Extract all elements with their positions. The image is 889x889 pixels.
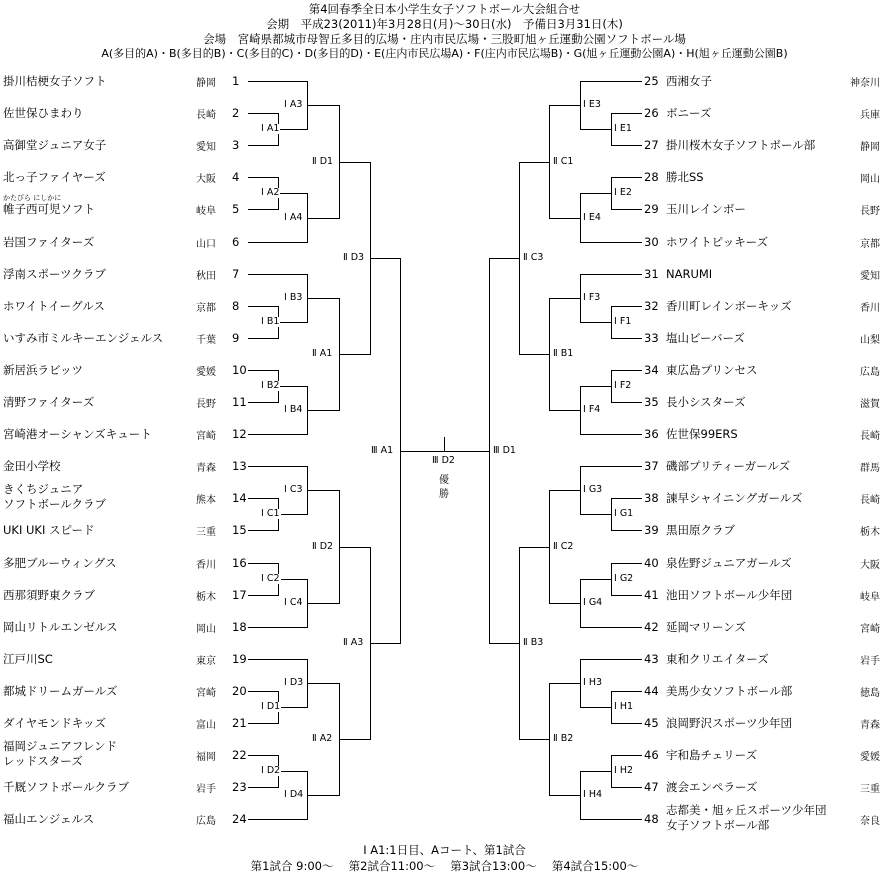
final-label: Ⅲ D2 <box>432 455 455 466</box>
bracket-line <box>580 707 612 708</box>
team-prefecture: 岐阜 <box>860 592 880 603</box>
team-prefecture: 千葉 <box>196 335 216 346</box>
team-prefecture: 山梨 <box>860 335 880 346</box>
team-name: 都城ドリームガールズ <box>3 684 118 698</box>
team-number: 33 <box>644 331 659 345</box>
bracket-line <box>248 242 308 243</box>
team-prefecture: 栃木 <box>196 592 216 603</box>
match-label: Ⅰ B3 <box>284 292 303 303</box>
bracket-line <box>611 498 642 499</box>
team-number: 39 <box>644 523 659 537</box>
team-number: 15 <box>232 523 247 537</box>
team-number: 34 <box>644 363 659 377</box>
match-label: Ⅰ D4 <box>284 789 304 800</box>
bracket-line <box>580 819 642 820</box>
bracket-line <box>248 81 308 82</box>
team-number: 3 <box>232 138 240 152</box>
team-prefecture: 兵庫 <box>860 110 880 121</box>
bracket-line <box>248 627 308 628</box>
match-label: Ⅱ B2 <box>553 733 574 744</box>
team-prefecture: 岐阜 <box>196 206 216 217</box>
bracket-line <box>248 402 279 403</box>
team-number: 11 <box>232 395 247 409</box>
bracket-line <box>580 322 612 323</box>
team-name: 池田ソフトボール少年団 <box>666 588 793 602</box>
team-name: 磯部プリティーガールズ <box>666 459 791 473</box>
bracket-line <box>580 386 612 387</box>
team-number: 32 <box>644 299 659 313</box>
team-prefecture: 長野 <box>860 206 880 217</box>
bracket-line <box>611 563 642 564</box>
match-label: Ⅰ D3 <box>284 677 304 688</box>
bracket-line <box>519 354 550 355</box>
team-name: ホワイトイーグルス <box>3 299 105 313</box>
team-number: 22 <box>232 748 247 762</box>
team-name: 岩国ファイターズ <box>3 235 95 249</box>
match-label: Ⅱ A2 <box>312 733 333 744</box>
team-name: 新居浜ラビッツ <box>3 363 84 377</box>
team-number: 26 <box>644 106 659 120</box>
bracket-line <box>248 370 279 371</box>
bracket-line <box>580 434 642 435</box>
team-name: 塩山ビーバーズ <box>666 331 745 345</box>
champion-label: 優勝 <box>439 475 449 500</box>
bracket-line <box>307 218 340 219</box>
bracket-line <box>307 105 340 106</box>
bracket-line <box>580 129 612 130</box>
team-number: 43 <box>644 652 659 666</box>
bracket-line <box>549 298 581 299</box>
team-prefecture: 福岡 <box>196 752 216 763</box>
match-label: Ⅱ D2 <box>312 541 334 552</box>
team-name-ruby: かたびら にしかに <box>3 194 62 202</box>
match-label: Ⅰ C2 <box>261 573 280 584</box>
bracket-line <box>580 466 642 467</box>
team-number: 21 <box>232 716 247 730</box>
bracket-line <box>611 723 642 724</box>
team-prefecture: 長崎 <box>860 431 880 442</box>
team-number: 25 <box>644 74 659 88</box>
bracket-line <box>519 547 550 548</box>
match-label: Ⅲ A1 <box>371 445 394 456</box>
bracket-line <box>278 193 308 194</box>
bracket-line <box>248 338 279 339</box>
footer-note: Ⅰ A1:1日目、Aコート、第1試合 <box>363 843 526 857</box>
bracket-line <box>370 643 401 644</box>
team-name: NARUMI <box>666 267 713 281</box>
team-name: 美馬少女ソフトボール部 <box>666 684 793 698</box>
team-name: 福山エンジェルス <box>3 812 95 826</box>
bracket-line <box>611 691 642 692</box>
team-number: 36 <box>644 427 659 441</box>
team-name: 渡会エンペラーズ <box>666 780 758 794</box>
bracket-line <box>278 322 308 323</box>
team-number: 37 <box>644 459 659 473</box>
team-number: 29 <box>644 202 659 216</box>
team-name: ホワイトピッキーズ <box>666 235 769 249</box>
bracket-line <box>611 338 642 339</box>
match-label: Ⅱ A1 <box>312 348 333 359</box>
bracket-line <box>580 579 612 580</box>
team-name: 浪岡野沢スポーツ少年団 <box>666 716 793 730</box>
bracket-line <box>611 402 642 403</box>
match-label: Ⅱ C2 <box>553 541 574 552</box>
bracket-line <box>580 771 612 772</box>
bracket-line <box>248 787 279 788</box>
match-label: Ⅰ G1 <box>614 508 634 519</box>
bracket-line <box>248 274 308 275</box>
team-prefecture: 奈良 <box>860 816 880 827</box>
bracket-line <box>370 258 401 259</box>
bracket-line <box>580 81 642 82</box>
bracket-line <box>549 410 581 411</box>
team-name: 福岡ジュニアフレンド <box>3 739 118 753</box>
bracket-line <box>549 490 581 491</box>
match-label: Ⅰ B1 <box>261 316 280 327</box>
team-number: 17 <box>232 588 247 602</box>
team-number: 13 <box>232 459 247 473</box>
match-label: Ⅰ F4 <box>583 404 601 415</box>
team-prefecture: 徳島 <box>860 688 880 699</box>
team-number: 41 <box>644 588 659 602</box>
match-label: Ⅰ H2 <box>614 765 634 776</box>
team-prefecture: 広島 <box>860 367 880 378</box>
team-name: 掛川桔梗女子ソフト <box>3 74 107 88</box>
bracket-line <box>489 643 520 644</box>
team-name: 掛川桜木女子ソフトボール部 <box>666 138 816 152</box>
match-label: Ⅱ C1 <box>553 156 574 167</box>
team-name: 帷子西可児ソフト <box>3 202 95 216</box>
bracket-line <box>519 739 550 740</box>
bracket-line <box>307 603 340 604</box>
team-name: ボニーズ <box>666 106 712 120</box>
team-name: 佐世保99ERS <box>666 427 738 441</box>
team-prefecture: 大阪 <box>860 560 880 571</box>
team-name: 勝北SS <box>666 170 704 184</box>
bracket-line <box>248 595 279 596</box>
bracket-line <box>549 683 581 684</box>
bracket-line <box>549 603 581 604</box>
bracket-line <box>519 162 550 163</box>
match-label: Ⅱ D3 <box>343 252 365 263</box>
match-label: Ⅰ E3 <box>583 99 601 110</box>
bracket-line <box>278 771 308 772</box>
schedule-period: 会期 平成23(2011)年3月28日(月)～30日(水) 予備日3月31日(木) <box>266 17 623 31</box>
bracket-line <box>580 659 642 660</box>
team-name: ダイヤモンドキッズ <box>3 716 107 730</box>
team-name: 清野ファイターズ <box>3 395 95 409</box>
team-prefecture: 広島 <box>196 816 216 827</box>
team-number: 31 <box>644 267 659 281</box>
team-prefecture: 三重 <box>860 784 880 795</box>
bracket-line <box>248 755 279 756</box>
match-label: Ⅰ E4 <box>583 212 601 223</box>
match-label: Ⅰ G2 <box>614 573 634 584</box>
bracket-line <box>248 113 279 114</box>
bracket-line <box>339 739 371 740</box>
match-label: Ⅱ B1 <box>553 348 574 359</box>
team-number: 48 <box>644 812 659 826</box>
bracket-line <box>489 258 520 259</box>
team-name-line2: 女子ソフトボール部 <box>666 818 770 832</box>
bracket-line <box>611 787 642 788</box>
bracket-line <box>580 193 612 194</box>
court-legend: A(多目的A)・B(多目的B)・C(多目的C)・D(多目的D)・E(庄内市民広場A)・F(庄内市民広場B)・G(旭ヶ丘運動公園A)・H(旭ヶ丘運動公園B) <box>101 47 788 60</box>
bracket-line <box>611 755 642 756</box>
team-name: 佐世保ひまわり <box>3 106 84 120</box>
match-label: Ⅰ E1 <box>614 123 632 134</box>
team-number: 12 <box>232 427 247 441</box>
bracket-line <box>611 145 642 146</box>
team-name: 北っ子ファイヤーズ <box>3 170 106 184</box>
match-label: Ⅰ F1 <box>614 316 632 327</box>
team-name: 高御堂ジュニア女子 <box>3 138 107 152</box>
bracket-line <box>339 162 371 163</box>
match-label: Ⅱ B3 <box>523 637 544 648</box>
bracket-line <box>307 298 340 299</box>
team-number: 45 <box>644 716 659 730</box>
bracket-line <box>611 370 642 371</box>
team-name: 延岡マリーンズ <box>666 620 746 634</box>
team-number: 10 <box>232 363 247 377</box>
match-label: Ⅰ G3 <box>583 484 603 495</box>
team-number: 8 <box>232 299 240 313</box>
bracket-line <box>248 530 279 531</box>
bracket-line <box>278 707 308 708</box>
team-prefecture: 群馬 <box>860 463 880 474</box>
bracket-line <box>278 129 308 130</box>
bracket-line <box>248 659 308 660</box>
team-prefecture: 大阪 <box>196 174 216 185</box>
bracket-line <box>549 218 581 219</box>
match-label: Ⅱ C3 <box>523 252 544 263</box>
team-prefecture: 東京 <box>196 656 216 667</box>
team-prefecture: 京都 <box>196 303 216 314</box>
match-label: Ⅰ A3 <box>284 99 303 110</box>
team-name: 志都美・旭ヶ丘スポーツ少年団 <box>666 803 827 817</box>
bracket-line <box>339 547 371 548</box>
match-label: Ⅰ F3 <box>583 292 601 303</box>
bracket-line <box>248 819 308 820</box>
team-number: 20 <box>232 684 247 698</box>
bracket-line <box>580 514 612 515</box>
team-number: 4 <box>232 170 240 184</box>
bracket-line <box>339 354 371 355</box>
team-prefecture: 愛知 <box>860 271 880 282</box>
match-label: Ⅰ A1 <box>261 123 280 134</box>
team-number: 14 <box>232 491 247 505</box>
team-name: 玉川レインボー <box>666 202 746 216</box>
bracket-line <box>307 410 340 411</box>
bracket-line <box>248 723 279 724</box>
bracket-line <box>248 177 279 178</box>
team-name-line2: ソフトボールクラブ <box>3 497 107 511</box>
team-prefecture: 愛知 <box>196 142 216 153</box>
match-label: Ⅰ A2 <box>261 187 280 198</box>
team-number: 35 <box>644 395 659 409</box>
team-number: 46 <box>644 748 659 762</box>
match-label: Ⅰ H4 <box>583 789 603 800</box>
match-label: Ⅰ G4 <box>583 597 603 608</box>
team-number: 38 <box>644 491 659 505</box>
team-name: 諫早シャイニングガールズ <box>666 491 803 505</box>
team-name: 金田小学校 <box>3 459 61 473</box>
team-number: 27 <box>644 138 659 152</box>
team-prefecture: 香川 <box>196 560 216 571</box>
team-number: 30 <box>644 235 659 249</box>
team-prefecture: 京都 <box>860 239 880 250</box>
page-title: 第4回春季全日本小学生女子ソフトボール大会組合せ <box>308 2 581 16</box>
team-number: 23 <box>232 780 247 794</box>
bracket-line <box>248 498 279 499</box>
bracket-line <box>248 434 308 435</box>
bracket-line <box>248 209 279 210</box>
bracket-line <box>549 795 581 796</box>
team-name: 岡山リトルエンゼルス <box>3 620 118 634</box>
match-label: Ⅰ F2 <box>614 380 632 391</box>
match-label: Ⅰ B4 <box>284 404 303 415</box>
bracket-line <box>580 242 642 243</box>
bracket-line <box>444 437 445 452</box>
bracket-line <box>549 105 581 106</box>
bracket-line <box>248 145 279 146</box>
bracket-line <box>580 627 642 628</box>
team-prefecture: 宮崎 <box>196 431 216 442</box>
bracket-line <box>307 683 340 684</box>
team-name: 西那須野東クラブ <box>3 588 95 602</box>
team-prefecture: 青森 <box>860 720 880 731</box>
match-label: Ⅰ E2 <box>614 187 632 198</box>
bracket-line <box>400 451 490 452</box>
bracket-line <box>611 595 642 596</box>
match-label: Ⅰ H1 <box>614 701 634 712</box>
team-prefecture: 富山 <box>196 720 216 731</box>
team-number: 28 <box>644 170 659 184</box>
team-name: 東広島プリンセス <box>666 363 758 377</box>
team-name: 宮崎港オーシャンズキュート <box>3 427 152 441</box>
team-prefecture: 香川 <box>860 303 880 314</box>
team-number: 16 <box>232 556 247 570</box>
match-label: Ⅰ H3 <box>583 677 603 688</box>
team-name: 多肥ブルーウィングス <box>3 556 117 570</box>
match-label: Ⅱ A3 <box>343 637 364 648</box>
team-number: 9 <box>232 331 240 345</box>
bracket-line <box>611 530 642 531</box>
match-label: Ⅰ A4 <box>284 212 303 223</box>
team-name: 長小シスターズ <box>666 395 746 409</box>
team-prefecture: 愛媛 <box>196 367 216 378</box>
team-name: UKI UKI スピード <box>3 523 95 537</box>
team-prefecture: 岩手 <box>860 656 880 667</box>
team-name: きくちジュニア <box>3 482 84 496</box>
bracket-line <box>611 177 642 178</box>
team-prefecture: 長崎 <box>196 110 216 121</box>
team-name: 西湘女子 <box>666 74 712 88</box>
team-prefecture: 岡山 <box>860 174 880 185</box>
bracket-line <box>248 466 308 467</box>
match-label: Ⅰ B2 <box>261 380 280 391</box>
match-label: Ⅰ C3 <box>284 484 303 495</box>
team-name: 東和クリエイターズ <box>666 652 769 666</box>
team-number: 47 <box>644 780 659 794</box>
bracket-line <box>278 386 308 387</box>
team-prefecture: 長野 <box>196 399 216 410</box>
team-number: 24 <box>232 812 247 826</box>
team-name-line2: レッドスターズ <box>3 754 83 768</box>
team-prefecture: 秋田 <box>196 271 216 282</box>
match-label: Ⅰ D1 <box>261 701 281 712</box>
match-label: Ⅲ D1 <box>493 445 516 456</box>
bracket-line <box>248 306 279 307</box>
bracket-line <box>611 113 642 114</box>
team-number: 5 <box>232 202 240 216</box>
team-name: いすみ市ミルキーエンジェルス <box>3 331 164 345</box>
bracket-line <box>278 579 308 580</box>
team-number: 6 <box>232 235 240 249</box>
bracket-line <box>248 691 279 692</box>
team-prefecture: 宮崎 <box>196 688 216 699</box>
team-number: 1 <box>232 74 240 88</box>
team-name: 泉佐野ジュニアガールズ <box>666 556 792 570</box>
match-label: Ⅰ C1 <box>261 508 280 519</box>
team-prefecture: 静岡 <box>860 142 880 153</box>
bracket-line <box>307 795 340 796</box>
match-label: Ⅱ D1 <box>312 156 334 167</box>
bracket-line <box>307 490 340 491</box>
team-number: 7 <box>232 267 240 281</box>
team-prefecture: 岩手 <box>196 784 216 795</box>
team-prefecture: 青森 <box>196 463 216 474</box>
team-name: 宇和島チェリーズ <box>666 748 758 762</box>
team-number: 40 <box>644 556 659 570</box>
bracket-line <box>278 514 308 515</box>
match-label: Ⅰ D2 <box>261 765 281 776</box>
match-label: Ⅰ C4 <box>284 597 303 608</box>
team-prefecture: 静岡 <box>196 78 216 89</box>
team-name: 江戸川SC <box>3 652 53 666</box>
team-name: 浮南スポーツクラブ <box>3 267 106 281</box>
team-name: 黒田原クラブ <box>666 523 735 537</box>
team-prefecture: 神奈川 <box>850 78 880 89</box>
team-prefecture: 宮崎 <box>860 624 880 635</box>
team-prefecture: 栃木 <box>860 527 880 538</box>
team-prefecture: 岡山 <box>196 624 216 635</box>
team-number: 42 <box>644 620 659 634</box>
team-number: 44 <box>644 684 659 698</box>
team-number: 19 <box>232 652 247 666</box>
team-prefecture: 滋賀 <box>860 399 880 410</box>
footer-times: 第1試合 9:00～ 第2試合11:00～ 第3試合13:00～ 第4試合15:00～ <box>250 859 639 873</box>
team-prefecture: 愛媛 <box>860 752 880 763</box>
bracket-line <box>611 209 642 210</box>
venue: 会場 宮崎県都城市母智丘多目的広場・庄内市民広場・三股町旭ヶ丘運動公園ソフトボール場 <box>203 32 686 46</box>
bracket-line <box>611 306 642 307</box>
team-prefecture: 長崎 <box>860 495 880 506</box>
team-prefecture: 熊本 <box>196 495 216 506</box>
team-prefecture: 三重 <box>196 527 216 538</box>
team-number: 18 <box>232 620 247 634</box>
team-name: 香川町レインボーキッズ <box>666 299 792 313</box>
team-prefecture: 山口 <box>196 239 216 250</box>
bracket-line <box>580 274 642 275</box>
team-number: 2 <box>232 106 240 120</box>
team-name: 千厩ソフトボールクラブ <box>3 780 130 794</box>
bracket-line <box>248 563 279 564</box>
